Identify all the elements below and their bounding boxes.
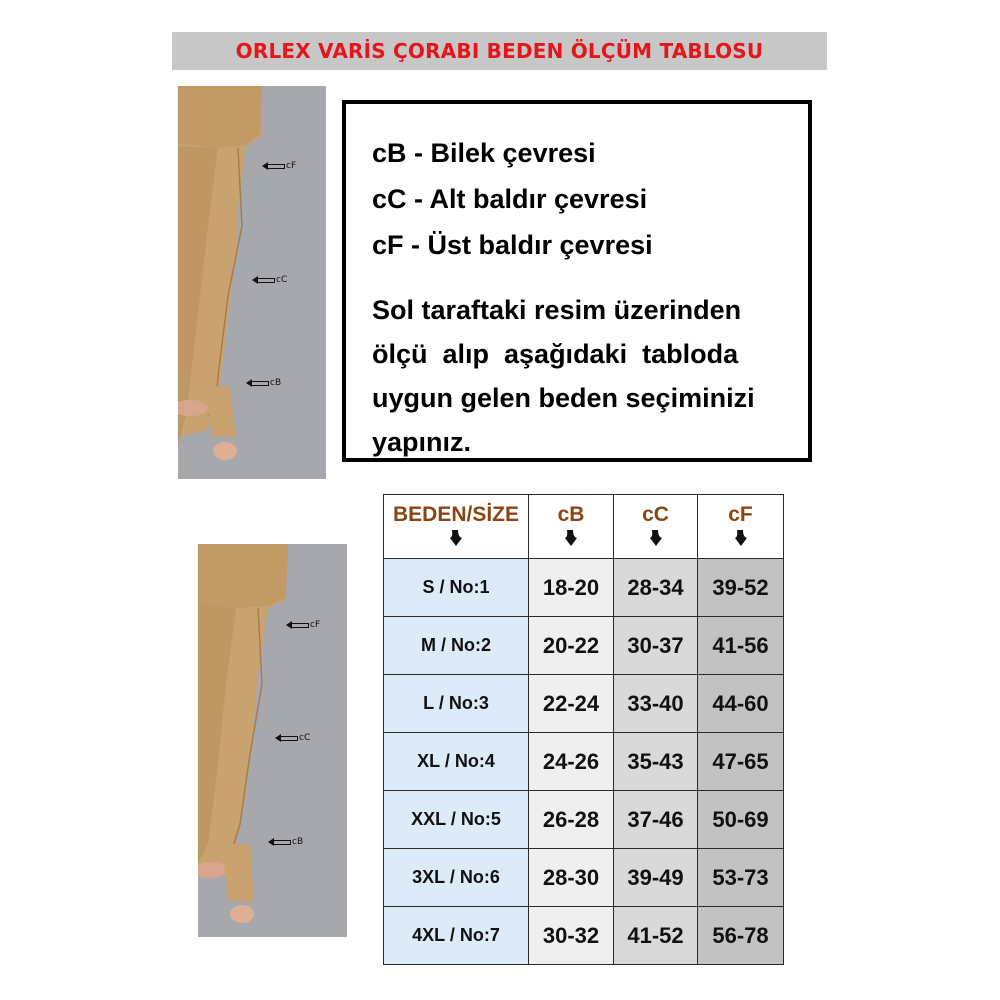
leg-illustration-bottom	[198, 544, 347, 937]
header-label: cB	[557, 503, 585, 526]
left-arrow-icon	[262, 162, 284, 170]
leg-photo-bottom	[198, 544, 347, 937]
instruction-text	[372, 288, 784, 464]
left-arrow-icon	[268, 838, 290, 846]
header-size	[384, 495, 529, 559]
legend-cb: cB - Bilek çevresi	[372, 138, 596, 168]
size-cell: 3XL / No:6	[384, 849, 529, 907]
table-row	[384, 733, 784, 791]
down-arrow-icon	[647, 529, 665, 547]
header-label: cF	[728, 503, 753, 526]
marker-cc	[275, 733, 310, 743]
size-cell: 4XL / No:7	[384, 907, 529, 965]
instruction-line: ölçü alıp aşağıdaki tabloda	[372, 339, 739, 369]
legend-cf: cF - Üst baldır çevresi	[372, 230, 653, 260]
cb-cell: 26-28	[529, 791, 614, 849]
size-cell: XL / No:4	[384, 733, 529, 791]
header-cc	[614, 495, 698, 559]
page-title: ORLEX VARİS ÇORABI BEDEN ÖLÇÜM TABLOSU	[235, 39, 764, 63]
marker-label: cC	[276, 275, 288, 285]
cb-cell: 20-22	[529, 617, 614, 675]
table-row	[384, 559, 784, 617]
cf-cell: 41-56	[698, 617, 784, 675]
cb-cell: 18-20	[529, 559, 614, 617]
cc-cell: 30-37	[614, 617, 698, 675]
down-arrow-icon	[562, 529, 580, 547]
cb-cell: 30-32	[529, 907, 614, 965]
cc-cell: 28-34	[614, 559, 698, 617]
cc-cell: 35-43	[614, 733, 698, 791]
marker-label: cB	[270, 378, 282, 388]
leg-photo-top	[178, 86, 326, 479]
cf-cell: 39-52	[698, 559, 784, 617]
marker-cb	[268, 837, 303, 847]
cf-cell: 56-78	[698, 907, 784, 965]
header-cf	[698, 495, 784, 559]
marker-cf	[286, 620, 320, 630]
cf-cell: 47-65	[698, 733, 784, 791]
cf-cell: 50-69	[698, 791, 784, 849]
measurement-legend-box	[342, 100, 812, 462]
table-row	[384, 675, 784, 733]
header-label: BEDEN/SİZE	[392, 503, 520, 526]
instruction-line: yapınız.	[372, 427, 472, 457]
cb-cell: 28-30	[529, 849, 614, 907]
size-cell: M / No:2	[384, 617, 529, 675]
left-arrow-icon	[252, 276, 274, 284]
instruction-line: uygun gelen beden seçiminizi	[372, 383, 755, 413]
left-arrow-icon	[286, 621, 308, 629]
table-row	[384, 617, 784, 675]
marker-label: cF	[310, 620, 321, 630]
left-arrow-icon	[246, 379, 268, 387]
table-row	[384, 907, 784, 965]
title-bar	[172, 32, 827, 70]
table-row	[384, 849, 784, 907]
header-label: cC	[642, 503, 669, 526]
marker-cc	[252, 275, 287, 285]
size-cell: S / No:1	[384, 559, 529, 617]
cb-cell: 24-26	[529, 733, 614, 791]
marker-label: cB	[292, 837, 304, 847]
down-arrow-icon	[732, 529, 750, 547]
marker-cf	[262, 161, 296, 171]
size-table	[383, 494, 784, 965]
down-arrow-icon	[447, 529, 465, 547]
legend-cc: cC - Alt baldır çevresi	[372, 184, 648, 214]
size-cell: L / No:3	[384, 675, 529, 733]
cc-cell: 39-49	[614, 849, 698, 907]
cc-cell: 33-40	[614, 675, 698, 733]
left-arrow-icon	[275, 734, 297, 742]
cf-cell: 44-60	[698, 675, 784, 733]
instruction-line: Sol taraftaki resim üzerinden	[372, 295, 742, 325]
cc-cell: 37-46	[614, 791, 698, 849]
cb-cell: 22-24	[529, 675, 614, 733]
marker-cb	[246, 378, 281, 388]
marker-label: cF	[286, 161, 297, 171]
marker-label: cC	[299, 733, 311, 743]
header-cb	[529, 495, 614, 559]
table-row	[384, 791, 784, 849]
size-cell: XXL / No:5	[384, 791, 529, 849]
cc-cell: 41-52	[614, 907, 698, 965]
table-header-row	[384, 495, 784, 559]
cf-cell: 53-73	[698, 849, 784, 907]
